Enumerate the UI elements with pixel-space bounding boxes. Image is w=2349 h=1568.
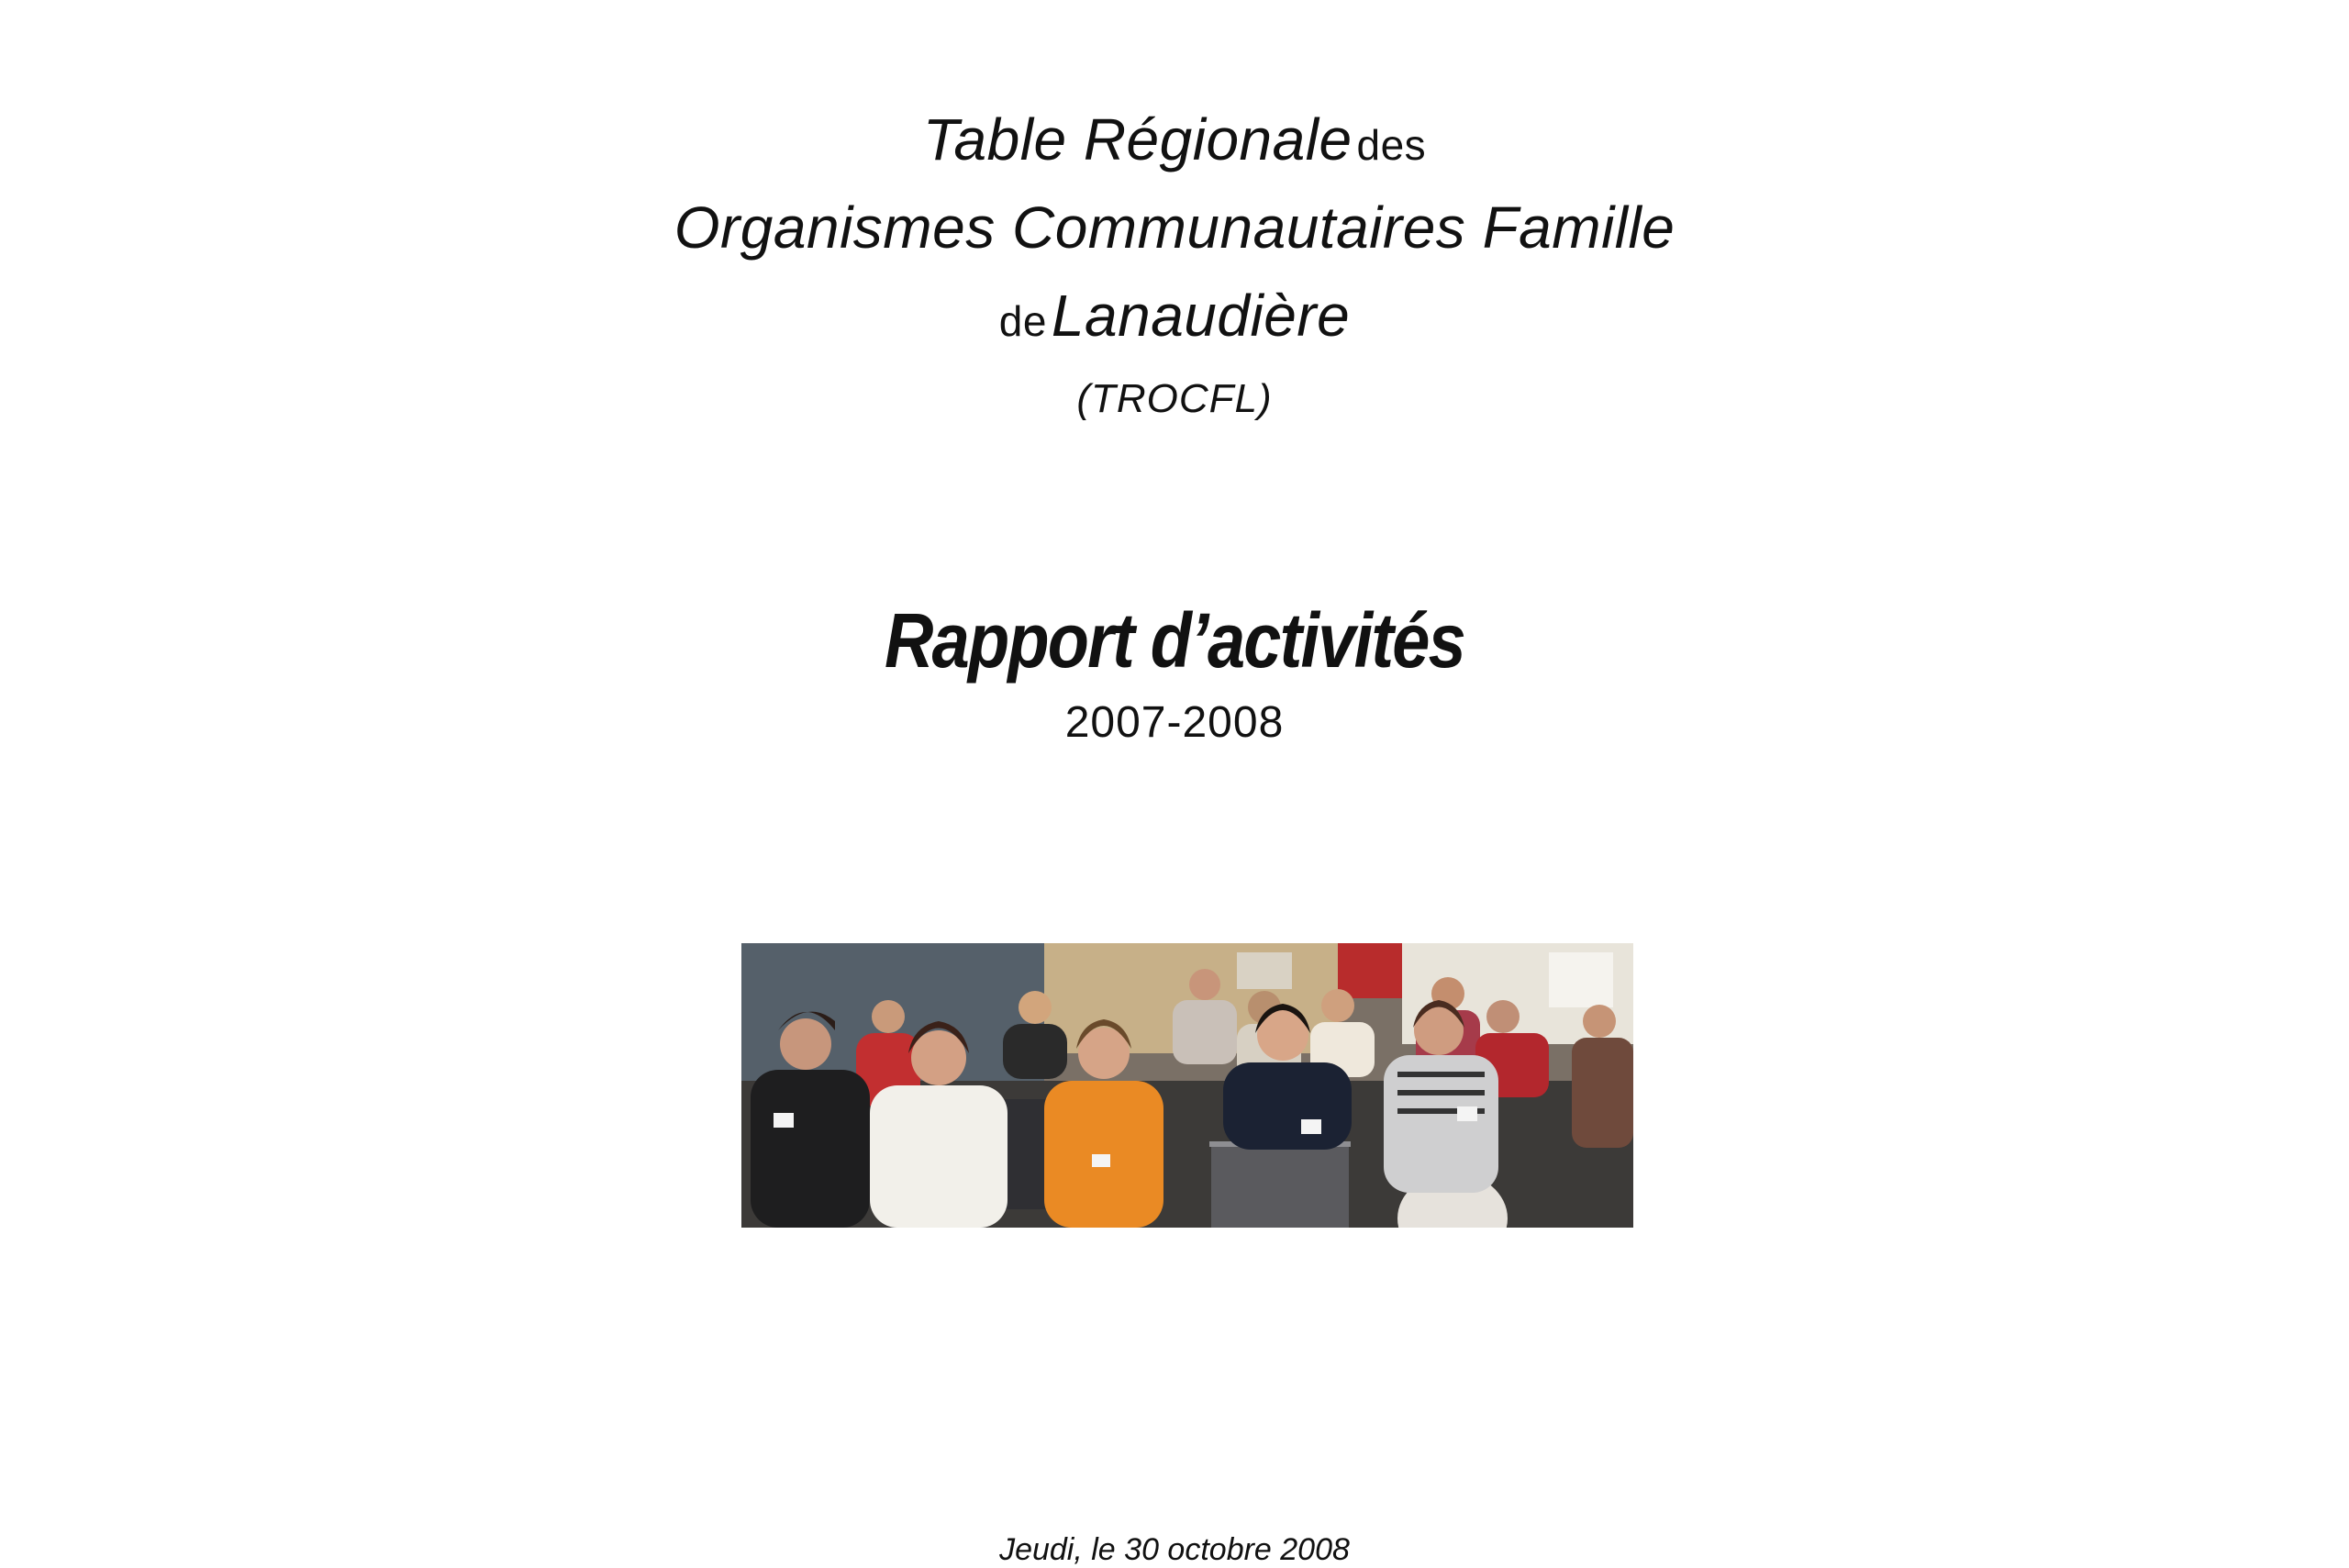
org-title-line-1 — [0, 106, 2349, 172]
group-meeting-photo — [741, 943, 1633, 1228]
footer-date: Jeudi, le 30 octobre 2008 — [999, 1532, 1350, 1567]
org-title-line-2: Organismes Communautaires Famille — [674, 195, 1675, 261]
org-acronym: (TROCFL) — [1076, 376, 1273, 421]
report-years: 2007-2008 — [1064, 698, 1285, 747]
org-title-des: des — [1356, 121, 1427, 169]
org-title-lanaudiere: Lanaudière — [1051, 283, 1351, 349]
org-title-de: de — [998, 297, 1047, 345]
org-title-line-3 — [0, 283, 2349, 349]
report-title: Rapport d’activités — [884, 597, 1464, 684]
org-title-table-regionale: Table Régionale — [922, 106, 1353, 172]
